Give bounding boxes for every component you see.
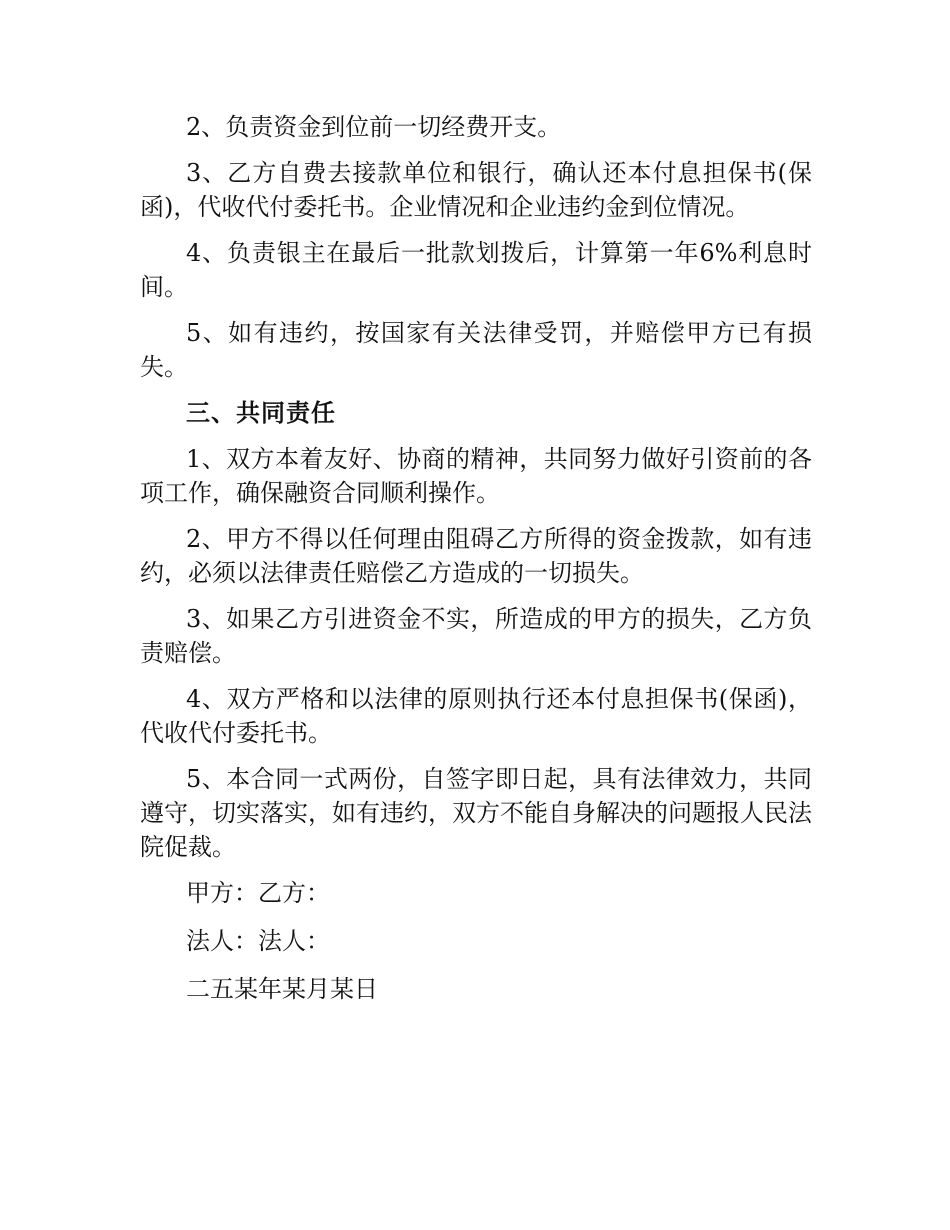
section-heading-joint-responsibility: 三、共同责任 <box>186 399 336 427</box>
joint-clause-1: 1、双方本着友好、协商的精神，共同努力做好引资前的各项工作，确保融资合同顺利操作。 <box>140 445 812 507</box>
joint-clause-2: 2、甲方不得以任何理由阻碍乙方所得的资金拨款，如有违约，必须以法律责任赔偿乙方造成的一切损失。 <box>140 525 812 587</box>
clause-5-breach-penalty: 5、如有违约，按国家有关法律受罚，并赔偿甲方已有损失。 <box>140 319 812 381</box>
signature-parties: 甲方：乙方： <box>186 879 330 907</box>
clause-3-bank-confirmation: 3、乙方自费去接款单位和银行，确认还本付息担保书(保函)，代收代付委托书。企业情况和企业违约金到位情况。 <box>140 159 812 221</box>
signature-legal-persons: 法人：法人： <box>186 927 330 955</box>
document-body <box>140 110 812 1020</box>
joint-clause-5: 5、本合同一式两份，自签字即日起，具有法律效力，共同遵守，切实落实，如有违约，双方不能自身解决的问题报人民法院促裁。 <box>140 765 812 861</box>
clause-4-interest-timing: 4、负责银主在最后一批款划拨后，计算第一年6%利息时间。 <box>140 239 812 301</box>
clause-2-expenses: 2、负责资金到位前一切经费开支。 <box>186 113 562 141</box>
joint-clause-3: 3、如果乙方引进资金不实，所造成的甲方的损失，乙方负责赔偿。 <box>140 605 812 667</box>
signature-date: 二五某年某月某日 <box>186 975 378 1003</box>
joint-clause-4: 4、双方严格和以法律的原则执行还本付息担保书(保函)，代收代付委托书。 <box>140 685 812 747</box>
